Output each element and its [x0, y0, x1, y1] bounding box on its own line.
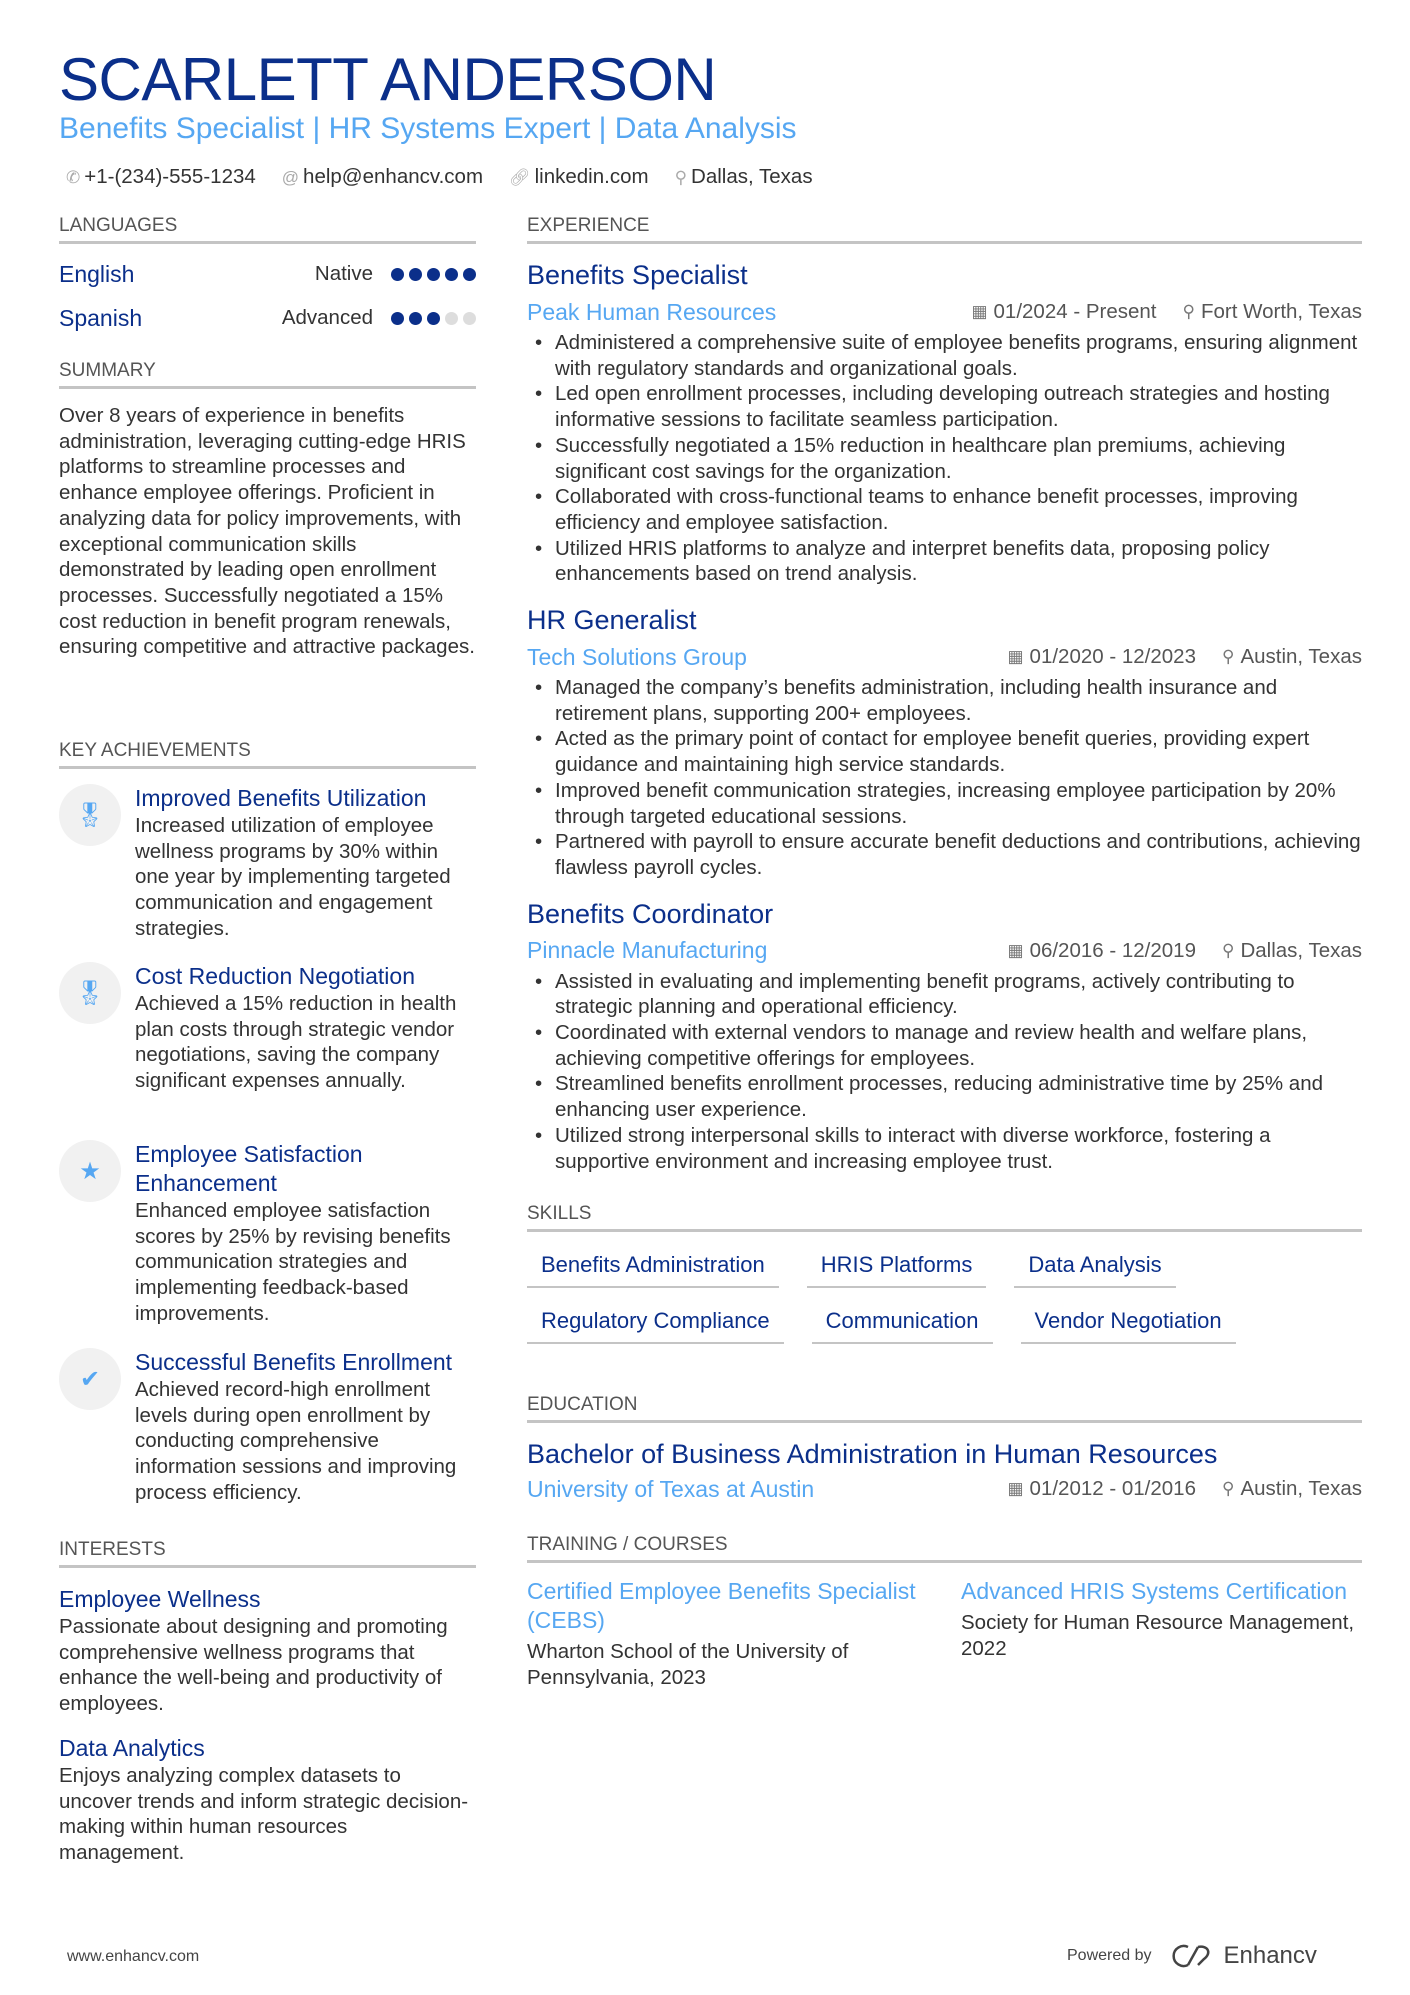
skill-tag: Benefits Administration	[527, 1252, 779, 1288]
rating-dot-filled	[427, 312, 440, 325]
calendar-icon: ▦	[1007, 1479, 1024, 1498]
at-icon: @	[281, 168, 300, 187]
section-title: LANGUAGES	[59, 215, 476, 244]
education-section: EDUCATION Bachelor of Business Administration in Human Resources University of Texas at Austin ▦ 01/2012 - 01/2016 ⚲ Austin, Texas	[527, 1394, 1362, 1502]
bullet: • Improved benefit communication strategies, increasing employee participation by 20% through targeted educational sessions.	[527, 778, 1362, 829]
award-icon: 🎖︎	[59, 962, 121, 1024]
achievement-item: 🎖︎ Cost Reduction Negotiation Achieved a 15% reduction in health plan costs through strategic vendor negotiations, saving the company significant expenses annually.	[59, 962, 476, 1094]
location-pin-icon: ⚲	[1222, 940, 1235, 960]
course-item: Certified Employee Benefits Specialist (CEBS) Wharton School of the University of Pennsylvania, 2023	[527, 1578, 916, 1689]
rating-dot-filled	[409, 312, 422, 325]
bullet: • Utilized strong interpersonal skills to interact with diverse workforce, fostering a supportive environment and increasing employee trust.	[527, 1123, 1362, 1174]
skill-tag: HRIS Platforms	[807, 1252, 987, 1288]
bullet: • Successfully negotiated a 15% reduction in healthcare plan premiums, achieving significant cost savings for the organization.	[527, 433, 1362, 484]
location-pin-icon: ⚲	[674, 168, 688, 187]
section-title: SKILLS	[527, 1203, 1362, 1232]
location-pin-icon: ⚲	[1221, 647, 1235, 667]
achievements-section	[59, 740, 476, 769]
rating-dots	[391, 268, 476, 281]
experience-section	[527, 215, 1362, 1174]
section-title: SUMMARY	[59, 360, 476, 389]
training-section	[527, 1534, 1362, 1690]
footer-website[interactable]: www.enhancv.com	[67, 1948, 200, 1965]
skills-section	[527, 1203, 1362, 1344]
footer-branding: Powered by Enhancv	[1067, 1942, 1317, 1969]
rating-dot-filled	[445, 268, 458, 281]
bullet: • Led open enrollment processes, including developing outreach strategies and hosting informative sessions to facilitate seamless participation.	[527, 381, 1362, 432]
calendar-icon: ▦	[1007, 940, 1024, 960]
section-title: TRAINING / COURSES	[527, 1534, 1362, 1563]
candidate-name: SCARLETT ANDERSON	[59, 46, 717, 113]
course-item: Advanced HRIS Systems Certification Society for Human Resource Management, 2022	[961, 1578, 1355, 1660]
language-item: Spanish Advanced	[59, 296, 476, 340]
phone-icon: ✆	[66, 168, 81, 187]
skill-tag: Regulatory Compliance	[527, 1308, 784, 1344]
location-pin-icon: ⚲	[1182, 302, 1195, 321]
location: ⚲ Dallas, Texas	[674, 165, 813, 188]
interests-section	[59, 1539, 476, 1866]
company: Peak Human Resources	[527, 298, 777, 325]
summary-section	[59, 360, 476, 660]
bullet: • Streamlined benefits enrollment processes, reducing administrative time by 25% and enhancing user experience.	[527, 1071, 1362, 1122]
rating-dot-empty	[463, 312, 476, 325]
phone: ✆ +1-(234)-555-1234	[66, 165, 256, 188]
rating-dot-filled	[391, 312, 404, 325]
rating-dot-filled	[409, 268, 422, 281]
summary-text: Over 8 years of experience in benefits administration, leveraging cutting-edge HRIS platforms to streamline processes and enhance employee offerings. Proficient in analyzing data for policy improvements, with exceptional communication skills demonstrated by leading open enrollment processes. Successfully negotiated a 15% cost reduction in benefit program renewals, ensuring competitive and attractive packages.	[59, 404, 475, 659]
section-title: INTERESTS	[59, 1539, 476, 1568]
email[interactable]: @ help@enhancv.com	[281, 165, 484, 188]
bullet: • Managed the company’s benefits administration, including health insurance and retirement plans, supporting 200+ employees.	[527, 675, 1362, 726]
rating-dots	[391, 312, 476, 325]
star-icon: ★	[59, 1140, 121, 1202]
headline: Benefits Specialist | HR Systems Expert | Data Analysis	[59, 112, 797, 145]
company: Tech Solutions Group	[527, 643, 747, 670]
calendar-icon: ▦	[1007, 647, 1024, 667]
calendar-icon: ▦	[971, 302, 988, 321]
skill-tag: Communication	[812, 1308, 993, 1344]
rating-dot-filled	[463, 268, 476, 281]
achievement-item: ★ Employee Satisfaction Enhancement Enhanced employee satisfaction scores by 25% by revising benefits communication strategies and implementing feedback-based improvements.	[59, 1140, 476, 1327]
bullet: • Collaborated with cross-functional teams to enhance benefit processes, improving efficiency and employee satisfaction.	[527, 484, 1362, 535]
bullet: • Administered a comprehensive suite of employee benefits programs, ensuring alignment with regulatory standards and organizational goals.	[527, 330, 1362, 381]
skill-tag: Vendor Negotiation	[1021, 1308, 1236, 1344]
interest-item: Employee Wellness Passionate about designing and promoting comprehensive wellness programs that enhance the well-being and productivity of employees.	[59, 1586, 448, 1716]
languages-section	[59, 215, 476, 340]
award-icon: 🎖︎	[59, 784, 121, 846]
language-item: English Native	[59, 252, 476, 296]
job-entry: Benefits Specialist Peak Human Resources ▦ 01/2024 - Present ⚲ Fort Worth, Texas • Administered a comprehensive suite of employee benefits programs, ensuring alignment with regulatory standards and organizational goals. • Led open enrollment processes, including developing outreach strategies and hosting informative sessions to facilitate seamless participation. • Successfully negotiated a 15% reduction in healthcare plan premiums, achieving significant cost savings for the organization. • Collaborated with cross-functional teams to enhance benefit processes, improving efficiency and employee satisfaction. • Utilized HRIS platforms to analyze and interpret benefits data, proposing policy enhancements based on trend analysis.	[527, 258, 1362, 587]
bullet: • Partnered with payroll to ensure accurate benefit deductions and contributions, achieving flawless payroll cycles.	[527, 829, 1362, 880]
rating-dot-filled	[427, 268, 440, 281]
degree: Bachelor of Business Administration in Human Resources	[527, 1439, 1218, 1469]
section-title: EXPERIENCE	[527, 215, 1362, 244]
skill-tag: Data Analysis	[1014, 1252, 1175, 1288]
achievement-item: 🎖︎ Improved Benefits Utilization Increased utilization of employee wellness programs by 30% within one year by implementing targeted communication and engagement strategies.	[59, 784, 476, 942]
company: Pinnacle Manufacturing	[527, 937, 768, 964]
bullet: • Utilized HRIS platforms to analyze and interpret benefits data, proposing policy enhancements based on trend analysis.	[527, 536, 1362, 587]
contact-bar	[66, 164, 813, 191]
interest-item: Data Analytics Enjoys analyzing complex datasets to uncover trends and inform strategic decision-making within human resources management.	[59, 1734, 469, 1864]
bullet: • Coordinated with external vendors to manage and review health and welfare plans, achieving competitive offerings for employees.	[527, 1020, 1362, 1071]
check-icon: ✔	[59, 1348, 121, 1410]
rating-dot-empty	[445, 312, 458, 325]
linkedin[interactable]: 🔗︎ linkedin.com	[509, 165, 649, 188]
job-entry: HR Generalist Tech Solutions Group ▦ 01/2020 - 12/2023 ⚲ Austin, Texas • Managed the company’s benefits administration, including health insurance and retirement plans, supporting 200+ employees. • Acted as the primary point of contact for employee benefit queries, providing expert guidance and maintaining high service standards. • Improved benefit communication strategies, increasing employee participation by 20% through targeted educational sessions. • Partnered with payroll to ensure accurate benefit deductions and contributions, achieving flawless payroll cycles.	[527, 603, 1362, 881]
rating-dot-filled	[391, 268, 404, 281]
school: University of Texas at Austin	[527, 1475, 815, 1502]
enhancv-logo-icon	[1168, 1943, 1214, 1969]
bullet: • Assisted in evaluating and implementing benefit programs, actively contributing to strategic planning and operational efficiency.	[527, 969, 1362, 1020]
location-pin-icon: ⚲	[1221, 1479, 1235, 1498]
achievement-item: ✔ Successful Benefits Enrollment Achieved record-high enrollment levels during open enrollment by conducting comprehensive information sessions and improving process efficiency.	[59, 1348, 476, 1506]
enhancv-logo: Enhancv	[1168, 1942, 1317, 1970]
link-icon: 🔗︎	[509, 168, 531, 187]
job-entry: Benefits Coordinator Pinnacle Manufacturing ▦ 06/2016 - 12/2019 ⚲ Dallas, Texas • Assisted in evaluating and implementing benefit programs, actively contributing to strategic planning and operational efficiency. • Coordinated with external vendors to manage and review health and welfare plans, achieving competitive offerings for employees. • Streamlined benefits enrollment processes, reducing administrative time by 25% and enhancing user experience. • Utilized strong interpersonal skills to interact with diverse workforce, fostering a supportive environment and increasing employee trust.	[527, 897, 1362, 1175]
section-title: KEY ACHIEVEMENTS	[59, 740, 476, 769]
bullet: • Acted as the primary point of contact for employee benefit queries, providing expert guidance and maintaining high service standards.	[527, 726, 1362, 777]
section-title: EDUCATION	[527, 1394, 1362, 1423]
